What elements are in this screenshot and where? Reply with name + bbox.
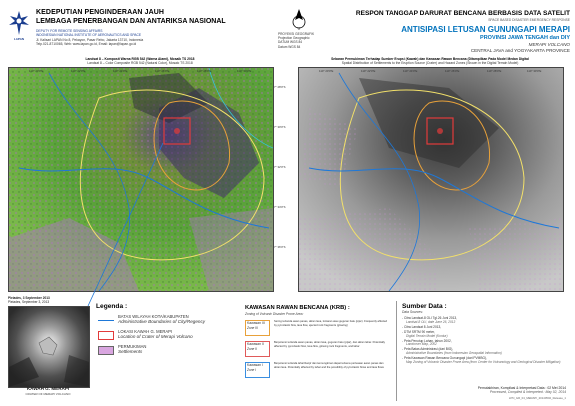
x-tick-label: 110° 22'0"E <box>361 69 376 73</box>
krb-zone-1 <box>245 362 391 379</box>
deputy-en-line1: DEPUTY FOR REMOTE SENSING AFFAIRS <box>36 29 103 33</box>
x-tick-label: 110° 20'0"E <box>29 69 44 73</box>
province-title: PROVINSI JAWA TENGAH dan DIY <box>480 35 570 41</box>
y-tick-label: 7° 28'0"S <box>274 85 286 89</box>
krb-zone-2 <box>245 341 391 358</box>
x-tick-label: 110° 26'0"E <box>155 69 170 73</box>
address-line2: Telp.021-8710065, Web: www.lapan.go.id, Email: lapan@lapan.go.id <box>36 42 137 46</box>
x-tick-label: 110° 20'0"E <box>319 69 334 73</box>
right-map-caption: Sebaran Permukiman Terhadap Sumber Erupsi (Kawah) dan Kawasan Rawan Bencana (Ditampilkan Pada Model Medan Digital Spatial Distribution of Settlements to the Eruption Source (Crater) and Hazard Zones (Shown in the Digital Terrain Model) <box>331 57 529 65</box>
legend-label-en: Settlements <box>118 349 143 354</box>
province-title-en: CENTRAL JAVA and YOGYAKARTA PROVINCE <box>470 48 570 53</box>
x-tick-label: 110° 26'0"E <box>445 69 460 73</box>
legend-item-boundary <box>96 314 256 328</box>
x-tick-label: 110° 24'0"E <box>403 69 418 73</box>
legend-label-en: Location of Crater of Merapi Volcano <box>118 334 193 339</box>
program-title-en: SPACE BASED DISASTER EMERGENCY RESPONSE <box>488 18 570 22</box>
logo-caption: LAPAN <box>13 37 25 41</box>
left-map-caption: Landsat 8 – Komposit Warna RGB 542 (Warna Alami), Mosaik TS 2018 Landsat 8 – Color Composite RGB 542 (Natural Color), Mosaic TS 2018 <box>85 57 195 65</box>
inset-title: KAWAH G. MERAPI <box>26 386 70 391</box>
program-title: RESPON TANGGAP DARURAT BENCANA BERBASIS DATA SATELIT <box>355 10 570 17</box>
x-tick-label: 110° 30'0"E <box>237 69 252 73</box>
y-tick-label: 7° 32'0"S <box>274 165 286 169</box>
source-item: - Peta Kawasan Rawan Bencana Gunungapi (dari PVMBG), Map Zoning of Volcanic Disaster Prone Area (from Center for Volcanology and Geological Disaster Mitigation) <box>402 356 561 365</box>
x-tick-label: 110° 28'0"E <box>487 69 502 73</box>
deputy-en-line2: INDONESIAN NATIONAL INSTITUTE OF AERONAUTICS AND SPACE <box>36 33 142 37</box>
krb-title: KAWASAN RAWAN BENCANA (KRB) : <box>245 305 350 311</box>
institution-line2: LEMBAGA PENERBANGAN DAN ANTARIKSA NASIONAL <box>36 18 226 25</box>
projection-line: Datum WGS 84 <box>278 44 301 49</box>
projection-line: DATUM WGS 84 <box>278 40 303 45</box>
y-tick-label: 7° 36'0"S <box>274 245 286 249</box>
crater-image <box>9 307 89 387</box>
legend-title: Legenda : <box>96 303 128 310</box>
zone-2-description: Berpotensi terlanda awan panas, aliran lava, guguran batu (pijar), dan aliran lahar. Potentially affected by pyroclastic flow, lava flow, glowing rock fragments, and lahar <box>274 341 386 348</box>
x-tick-label: 110° 24'0"E <box>113 69 128 73</box>
source-item: - Citra Landsat-8 OLI Tgl.26 Juni 2013, Landsat-8 OLI, date June 26, 2013 <box>402 316 458 324</box>
y-tick-label: 7° 30'0"S <box>274 125 286 129</box>
source-item: - Citra Landsat 8 Juni 2013, <box>402 324 442 329</box>
legend-label: BATAS WILAYAH KOTA/KABUPATEN <box>118 314 189 319</box>
legend-label-en: Administrative Boundaries of City/Regency <box>118 319 206 324</box>
processing-date: Pemutakhiran, Kompilasi & Interpretasi Data : 02 Mei 2014 Processed, Compiled & Interpreted : May 02, 2014 <box>477 386 566 395</box>
inset-subtitle: CRATER OF MERAPI VOLCANO <box>25 392 71 396</box>
sources-list <box>402 317 567 366</box>
svg-text:U: U <box>297 25 301 30</box>
main-title: ANTISIPASI LETUSAN GUNUNGAPI MERAPI <box>401 25 570 34</box>
zone-2-swatch: Kawasan II Zone II <box>245 341 270 357</box>
source-item: - Peta Batas Administrasi (dari BIG), Administrative Boundaries (from Indonesian Geospatial Information) <box>402 347 502 356</box>
sources-subtitle: Data Sources: <box>402 310 423 314</box>
zone-3-description: Sering terlanda awan panas, aliran lava, lontaran atau guguran batu (pijar). Frequently affected by pyroclastic flow, lava flow, ejected rock fragments (glowing) <box>274 320 388 327</box>
x-tick-label: 110° 30'0"E <box>527 69 542 73</box>
zone-1-description: Berpotensi terlanda lahar/banjir dan kemungkinan dapat terkena perluasan awan panas dan aliran lava. Potentially affected by lahar and the possibility of pyroclastic flows and lava flows <box>274 362 384 369</box>
zone-1-swatch: Kawasan I Zone I <box>245 362 270 378</box>
legend-item-crater <box>96 329 256 343</box>
boundary-line-swatch <box>98 320 114 321</box>
x-tick-label: 110° 22'0"E <box>71 69 86 73</box>
zone-3-swatch: Kawasan III Zone III <box>245 320 270 336</box>
document-id: LPN_GR_04_MERAPI_20140502_Release_1 <box>508 396 566 400</box>
legend-label: PERMUKIMAN <box>118 344 147 349</box>
x-tick-label: 110° 28'0"E <box>197 69 212 73</box>
institution-line1: KEDEPUTIAN PENGINDERAAN JAUH <box>36 9 165 16</box>
address-line1: Jl. Kalisari LAPAN No 8, Pekayon, Pasar Rebo, Jakarta 13710, Indonesia <box>36 38 144 42</box>
sources-title: Sumber Data : <box>402 303 447 310</box>
legend-item-settlement <box>96 344 256 358</box>
krb-subtitle: Zoning of Volcanic Disaster Prone Area: <box>245 312 304 316</box>
inset-caption: Pleiades, 3 September 2013 Pleiades, September 3, 2013 <box>8 296 50 304</box>
krb-zone-3 <box>245 320 391 337</box>
settlement-fill-swatch <box>98 346 114 355</box>
legend-label: LOKASI KAWAH G. MERAPI <box>118 329 173 334</box>
projection-line: PROYEKSI GEOGRAFIK <box>278 32 315 36</box>
divider <box>396 301 397 401</box>
projection-line: Projection Geographic <box>278 36 310 41</box>
source-item: - Peta Penutup Lahan, tahun 2002, Landcover Map, 2002 <box>402 338 452 347</box>
source-item: - DTM SRTM 90 meter, Digital Terrain Model (Kontur) <box>402 329 448 338</box>
crater-inset-image[interactable] <box>8 306 90 388</box>
crater-box-swatch <box>98 331 114 340</box>
y-tick-label: 7° 34'0"S <box>274 205 286 209</box>
volcano-title-en: MERAPI VOLCANO <box>528 42 570 47</box>
